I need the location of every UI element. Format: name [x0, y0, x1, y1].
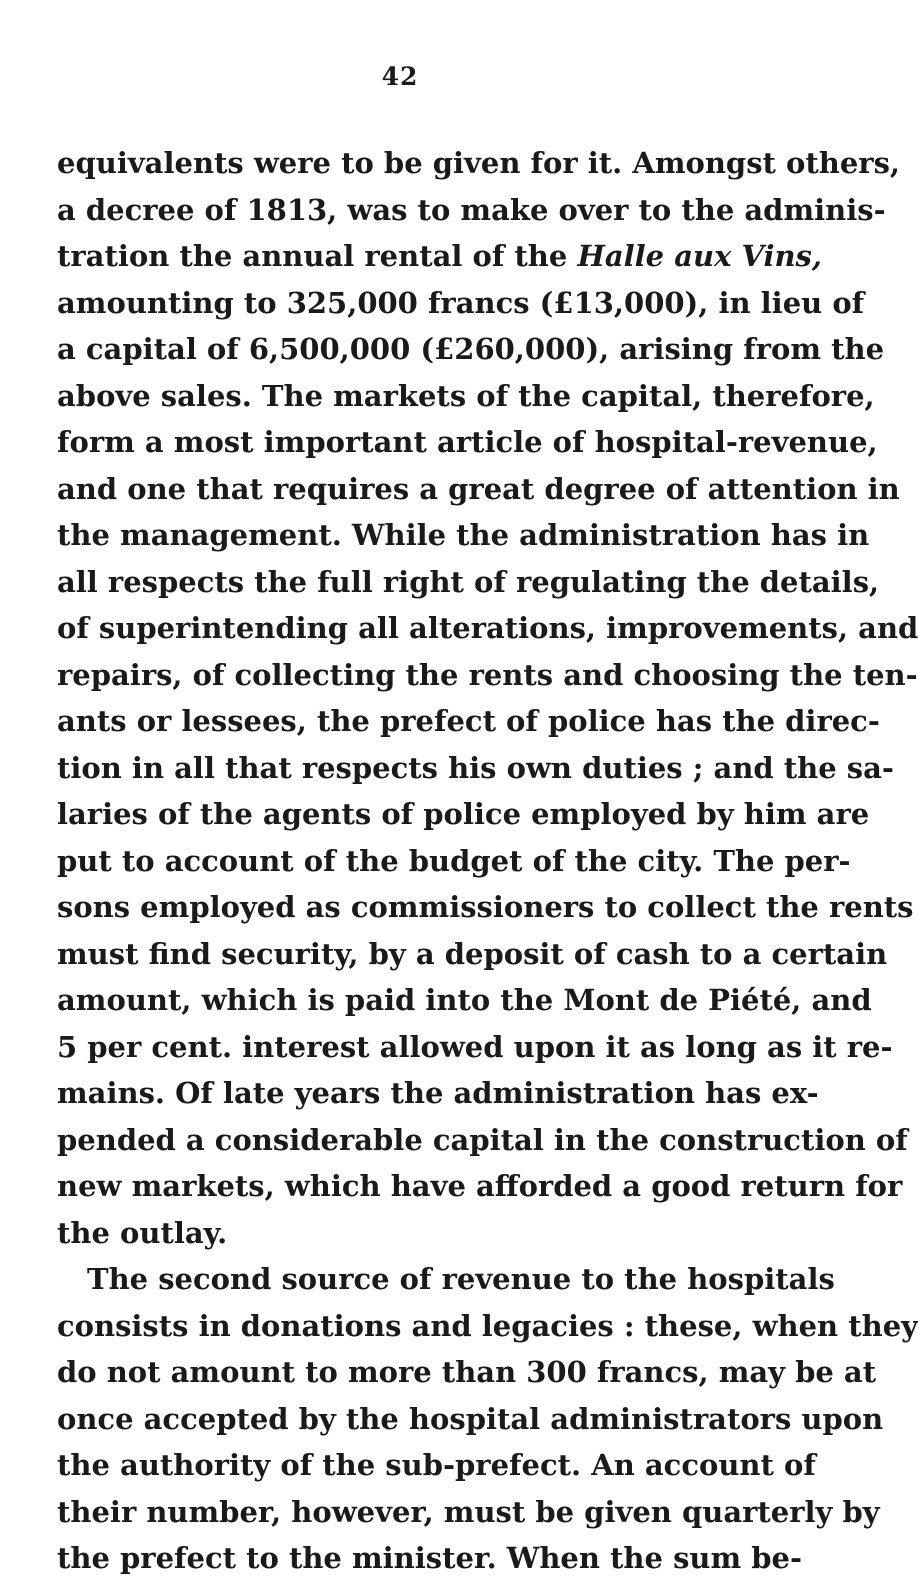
text-line: must find security, by a deposit of cash to a certain: [57, 936, 888, 971]
text-line: form a most important article of hospital-revenue,: [57, 425, 878, 459]
text-line: 5 per cent. interest allowed upon it as long as it re-: [57, 1029, 893, 1064]
text-line: above sales. The markets of the capital, therefore,: [57, 378, 875, 413]
text-line: sons employed as commissioners to collect the rents: [57, 890, 914, 924]
text-line: do not amount to more than 300 francs, may be at: [57, 1355, 877, 1389]
text-line: all respects the full right of regulating the details,: [57, 564, 880, 599]
page-number: 42: [381, 62, 419, 91]
text-line: put to account of the budget of the city. The per-: [57, 843, 851, 878]
text-line: a decree of 1813, was to make over to the adminis-: [57, 192, 886, 227]
text-line: laries of the agents of police employed by him are: [57, 797, 870, 831]
text-line: amount, which is paid into the Mont de Piété, and: [57, 983, 872, 1017]
text-line: a capital of 6,500,000 (£260,000), arising from the: [57, 332, 885, 366]
text-line: ants or lessees, the prefect of police has the direc-: [57, 704, 880, 738]
italic-term: Halle aux Vins,: [577, 239, 822, 273]
text-segment: tration the annual rental of the: [57, 239, 578, 273]
text-line: tion in all that respects his own duties ; and the sa-: [57, 750, 894, 785]
text-line: of superintending all alterations, improvements, and: [57, 611, 918, 645]
text-line: consists in donations and legacies : these, when they: [57, 1308, 918, 1343]
text-line: the management. While the administration has in: [57, 518, 870, 552]
text-line: repairs, of collecting the rents and choosing the ten-: [57, 657, 918, 692]
text-line: equivalents were to be given for it. Amongst others,: [57, 146, 900, 180]
paragraph-start-line: The second source of revenue to the hospitals: [87, 1262, 835, 1296]
text-line: their number, however, must be given quarterly by: [57, 1494, 880, 1529]
body-text: [57, 140, 918, 1582]
text-line: the authority of the sub-prefect. An account of: [57, 1448, 816, 1482]
text-line: once accepted by the hospital administrators upon: [57, 1401, 884, 1436]
text-line: new markets, which have afforded a good return for: [57, 1169, 903, 1203]
text-line-with-italic: [57, 233, 822, 280]
text-line: mains. Of late years the administration has ex-: [57, 1076, 819, 1110]
text-line: the prefect to the minister. When the sum be-: [57, 1541, 803, 1575]
text-line: pended a considerable capital in the construction of: [57, 1122, 908, 1157]
paragraph-end-line: the outlay.: [57, 1215, 228, 1250]
text-line: and one that requires a great degree of attention in: [57, 471, 900, 506]
text-line: amounting to 325,000 francs (£13,000), in lieu of: [57, 285, 865, 320]
